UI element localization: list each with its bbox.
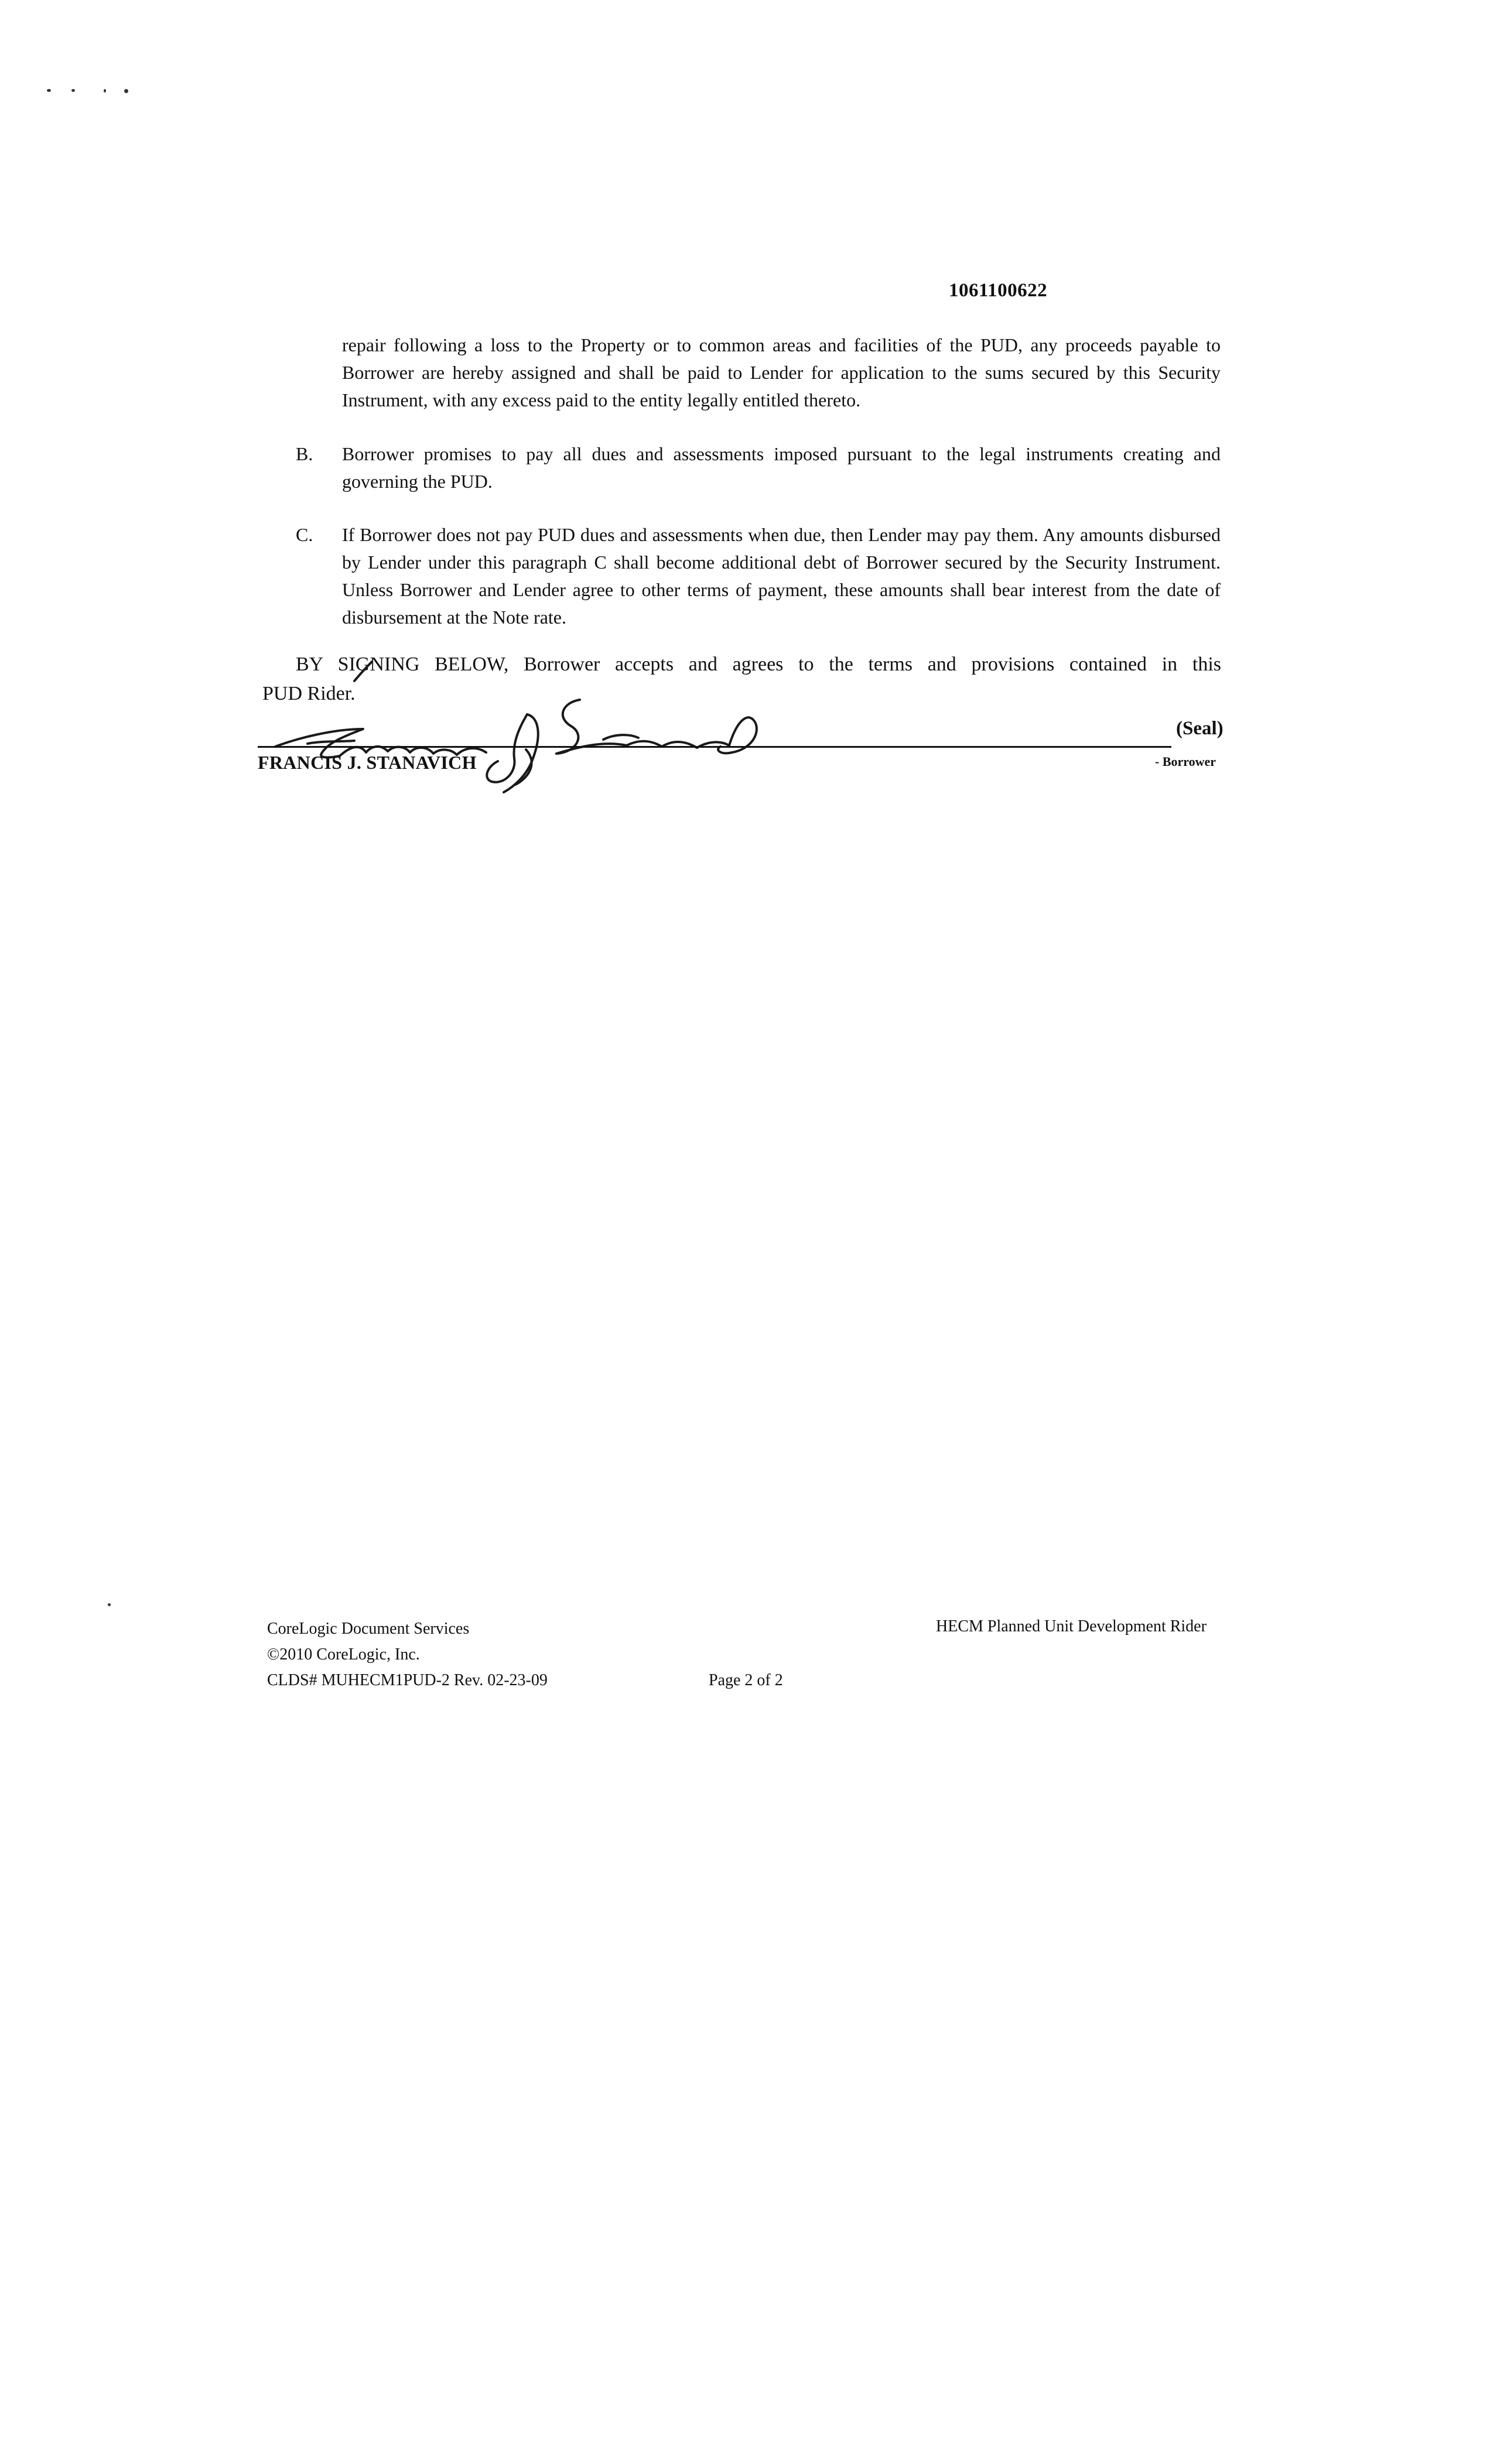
scan-speck bbox=[104, 89, 106, 93]
loan-number: 1061100622 bbox=[949, 280, 1048, 301]
scan-speck bbox=[71, 89, 75, 92]
item-b-letter: B. bbox=[296, 443, 313, 464]
footer-company: CoreLogic Document Services bbox=[267, 1620, 470, 1638]
signing-statement-line1: BY SIGNING BELOW, Borrower accepts and agrees to the terms and provisions contained in this bbox=[296, 653, 1221, 675]
item-c-paragraph bbox=[342, 521, 1221, 631]
borrower-name: FRANCIS J. STANAVICH bbox=[258, 752, 477, 773]
footer-page-number: Page 2 of 2 bbox=[709, 1671, 783, 1689]
scan-speck bbox=[108, 1603, 111, 1606]
intro-paragraph bbox=[342, 331, 1221, 414]
footer-copyright: ©2010 CoreLogic, Inc. bbox=[267, 1645, 420, 1664]
scan-speck bbox=[47, 89, 51, 92]
signing-statement-line2: PUD Rider. bbox=[262, 683, 356, 704]
scan-speck bbox=[124, 89, 128, 93]
intro-paragraph-text: repair following a loss to the Property or to common areas and facilities of the PUD, any proceeds payable to Borrower are hereby assigned and shall be paid to Lender for application to the sums secured by this Security Instrument, with any excess paid to the entity legally entitled thereto. bbox=[342, 334, 1221, 410]
signature-line bbox=[258, 746, 1171, 748]
item-b-paragraph bbox=[342, 440, 1221, 495]
item-c-letter: C. bbox=[296, 524, 313, 545]
item-b-text: Borrower promises to pay all dues and assessments imposed pursuant to the legal instruments creating and governing the PUD. bbox=[342, 443, 1221, 492]
borrower-role-label: - Borrower bbox=[1155, 754, 1216, 769]
footer-document-title: HECM Planned Unit Development Rider bbox=[936, 1617, 1207, 1635]
item-c-text: If Borrower does not pay PUD dues and assessments when due, then Lender may pay them. Any amounts disbursed by Lender under this paragraph C shall become additional debt of Borrower secured by the Security Instrument. Unless Borrower and Lender agree to other terms of payment, these amounts shall bear interest from the date of disbursement at the Note rate. bbox=[342, 524, 1221, 628]
footer-form-number: CLDS# MUHECM1PUD-2 Rev. 02-23-09 bbox=[267, 1671, 548, 1689]
seal-label: (Seal) bbox=[1176, 718, 1224, 739]
